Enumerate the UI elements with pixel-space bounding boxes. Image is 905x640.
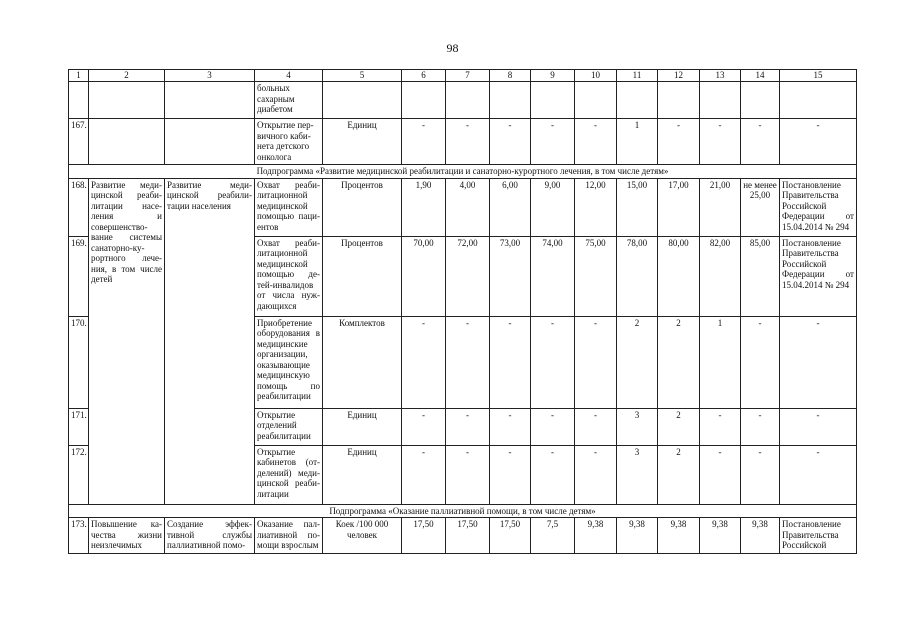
value-cell: 3: [617, 408, 658, 445]
value-cell: -: [741, 119, 780, 165]
header-cell: 4: [255, 70, 323, 82]
value-cell: 6,00: [490, 178, 531, 236]
unit-cell: Комплектов: [323, 316, 402, 408]
unit-cell: Единиц: [323, 445, 402, 504]
indicator-cell: Приобретение оборудования в медицинские организации, оказывающие медицинскую помощь по реабилитации: [255, 316, 323, 408]
header-cell: 10: [575, 70, 617, 82]
value-cell: 9,38: [575, 518, 617, 554]
subprogram-row: [69, 165, 857, 179]
source-cell: Постановление Правительства Российской Федерации от 15.04.2014 № 294: [780, 178, 857, 236]
source-cell: -: [780, 445, 857, 504]
indicator-cell: Охват реаби-литационной медицинской помощью паци-ентов: [255, 178, 323, 236]
value-cell: 73,00: [490, 236, 531, 316]
table-row-173: [69, 518, 857, 554]
header-cell: 1: [69, 70, 89, 82]
indicator-cell: Оказание пал-лиативной по-мощи взрослым: [255, 518, 323, 554]
value-cell: -: [490, 119, 531, 165]
value-cell: 17,50: [490, 518, 531, 554]
task-cell: Развитие меди-цинской реабили-тации населения: [165, 178, 255, 504]
source-cell: -: [780, 316, 857, 408]
value-cell: -: [575, 445, 617, 504]
page-number: 98: [446, 41, 459, 55]
value-cell: -: [402, 316, 446, 408]
value-cell: -: [446, 445, 490, 504]
value-cell: -: [531, 119, 575, 165]
goal-cell: Повышение ка-чества жизни неизлечимых: [89, 518, 165, 554]
value-cell: 2: [658, 408, 700, 445]
table-row-168: [69, 178, 857, 236]
value-cell: -: [741, 445, 780, 504]
column-number-row: [69, 70, 857, 82]
row-number: 172.: [69, 445, 89, 504]
value-cell: 85,00: [741, 236, 780, 316]
value-cell: -: [741, 316, 780, 408]
value-cell: 74,00: [531, 236, 575, 316]
value-cell: 80,00: [658, 236, 700, 316]
unit-cell: Единиц: [323, 119, 402, 165]
subprogram-title: Подпрограмма «Оказание паллиативной помощи, в том числе детям»: [69, 504, 857, 518]
value-cell: 9,00: [531, 178, 575, 236]
value-cell: -: [741, 408, 780, 445]
value-cell: 72,00: [446, 236, 490, 316]
header-cell: 8: [490, 70, 531, 82]
header-cell: 3: [165, 70, 255, 82]
header-cell: 7: [446, 70, 490, 82]
unit-cell: Процентов: [323, 236, 402, 316]
task-cell: Создание эффек-тивной службы паллиативной помо-: [165, 518, 255, 554]
value-cell: -: [658, 119, 700, 165]
table-row-167: [69, 119, 857, 165]
source-cell: Постановление Правительства Российской: [780, 518, 857, 554]
header-cell: 11: [617, 70, 658, 82]
header-cell: 12: [658, 70, 700, 82]
value-cell: 9,38: [700, 518, 741, 554]
value-cell: -: [575, 316, 617, 408]
value-cell: -: [402, 445, 446, 504]
value-cell: 75,00: [575, 236, 617, 316]
value-cell: 2: [658, 445, 700, 504]
value-cell: -: [446, 119, 490, 165]
value-cell: -: [490, 316, 531, 408]
row-number: 169.: [69, 236, 89, 316]
header-cell: 2: [89, 70, 165, 82]
table-row-continuation: [69, 82, 857, 119]
indicators-table: [68, 69, 857, 554]
row-number: 167.: [69, 119, 89, 165]
value-cell: 12,00: [575, 178, 617, 236]
value-cell: 4,00: [446, 178, 490, 236]
row-number: 173.: [69, 518, 89, 554]
source-cell: Постановление Правительства Российской Федерации от 15.04.2014 № 294: [780, 236, 857, 316]
indicator-cell: Открытие отделений реабилитации: [255, 408, 323, 445]
value-cell: -: [446, 316, 490, 408]
value-cell: 9,38: [617, 518, 658, 554]
goal-cell: Развитие меди-цинской реаби-литации насе-ления и совершенство-вание системы санаторно-ку-рортного лече-ния, в том числе детей: [89, 178, 165, 504]
value-cell: -: [402, 119, 446, 165]
value-cell: -: [490, 445, 531, 504]
value-cell: -: [575, 408, 617, 445]
value-cell: 9,38: [741, 518, 780, 554]
unit-cell: Процентов: [323, 178, 402, 236]
header-cell: 9: [531, 70, 575, 82]
value-cell: 2: [617, 316, 658, 408]
header-cell: 13: [700, 70, 741, 82]
indicator-cell: Открытие пер-вичного каби-нета детского онколога: [255, 119, 323, 165]
value-cell: -: [531, 445, 575, 504]
row-number: 168.: [69, 178, 89, 236]
value-cell: 17,50: [446, 518, 490, 554]
value-cell: 3: [617, 445, 658, 504]
value-cell: 1: [617, 119, 658, 165]
header-cell: 14: [741, 70, 780, 82]
value-cell: 82,00: [700, 236, 741, 316]
value-cell: 70,00: [402, 236, 446, 316]
value-cell: -: [700, 408, 741, 445]
row-number: 170.: [69, 316, 89, 408]
source-cell: -: [780, 408, 857, 445]
value-cell: -: [531, 408, 575, 445]
value-cell: -: [490, 408, 531, 445]
value-cell: 21,00: [700, 178, 741, 236]
subprogram-title: Подпрограмма «Развитие медицинской реабилитации и санаторно-курортного лечения, в том числе детям»: [69, 165, 857, 179]
header-cell: 5: [323, 70, 402, 82]
value-cell: -: [575, 119, 617, 165]
value-cell: 1,90: [402, 178, 446, 236]
value-cell: -: [446, 408, 490, 445]
value-cell: -: [402, 408, 446, 445]
value-cell: 17,50: [402, 518, 446, 554]
value-cell: 78,00: [617, 236, 658, 316]
value-cell: 15,00: [617, 178, 658, 236]
value-cell: 2: [658, 316, 700, 408]
subprogram-row: [69, 504, 857, 518]
indicator-cell: Открытие кабинетов (от-делений) меди-цинской реаби-литации: [255, 445, 323, 504]
indicator-cell: больных сахарным диабетом: [255, 82, 323, 119]
row-number: 171.: [69, 408, 89, 445]
unit-cell: Коек /100 000 человек: [323, 518, 402, 554]
value-cell: 1: [700, 316, 741, 408]
value-cell: не менее 25,00: [741, 178, 780, 236]
indicator-cell: Охват реаби-литационной медицинской помощью де-тей-инвалидов от числа нуж-дающихся: [255, 236, 323, 316]
source-cell: -: [780, 119, 857, 165]
value-cell: -: [700, 119, 741, 165]
value-cell: 9,38: [658, 518, 700, 554]
value-cell: 7,5: [531, 518, 575, 554]
value-cell: -: [531, 316, 575, 408]
value-cell: -: [700, 445, 741, 504]
value-cell: 17,00: [658, 178, 700, 236]
unit-cell: Единиц: [323, 408, 402, 445]
header-cell: 6: [402, 70, 446, 82]
header-cell: 15: [780, 70, 857, 82]
